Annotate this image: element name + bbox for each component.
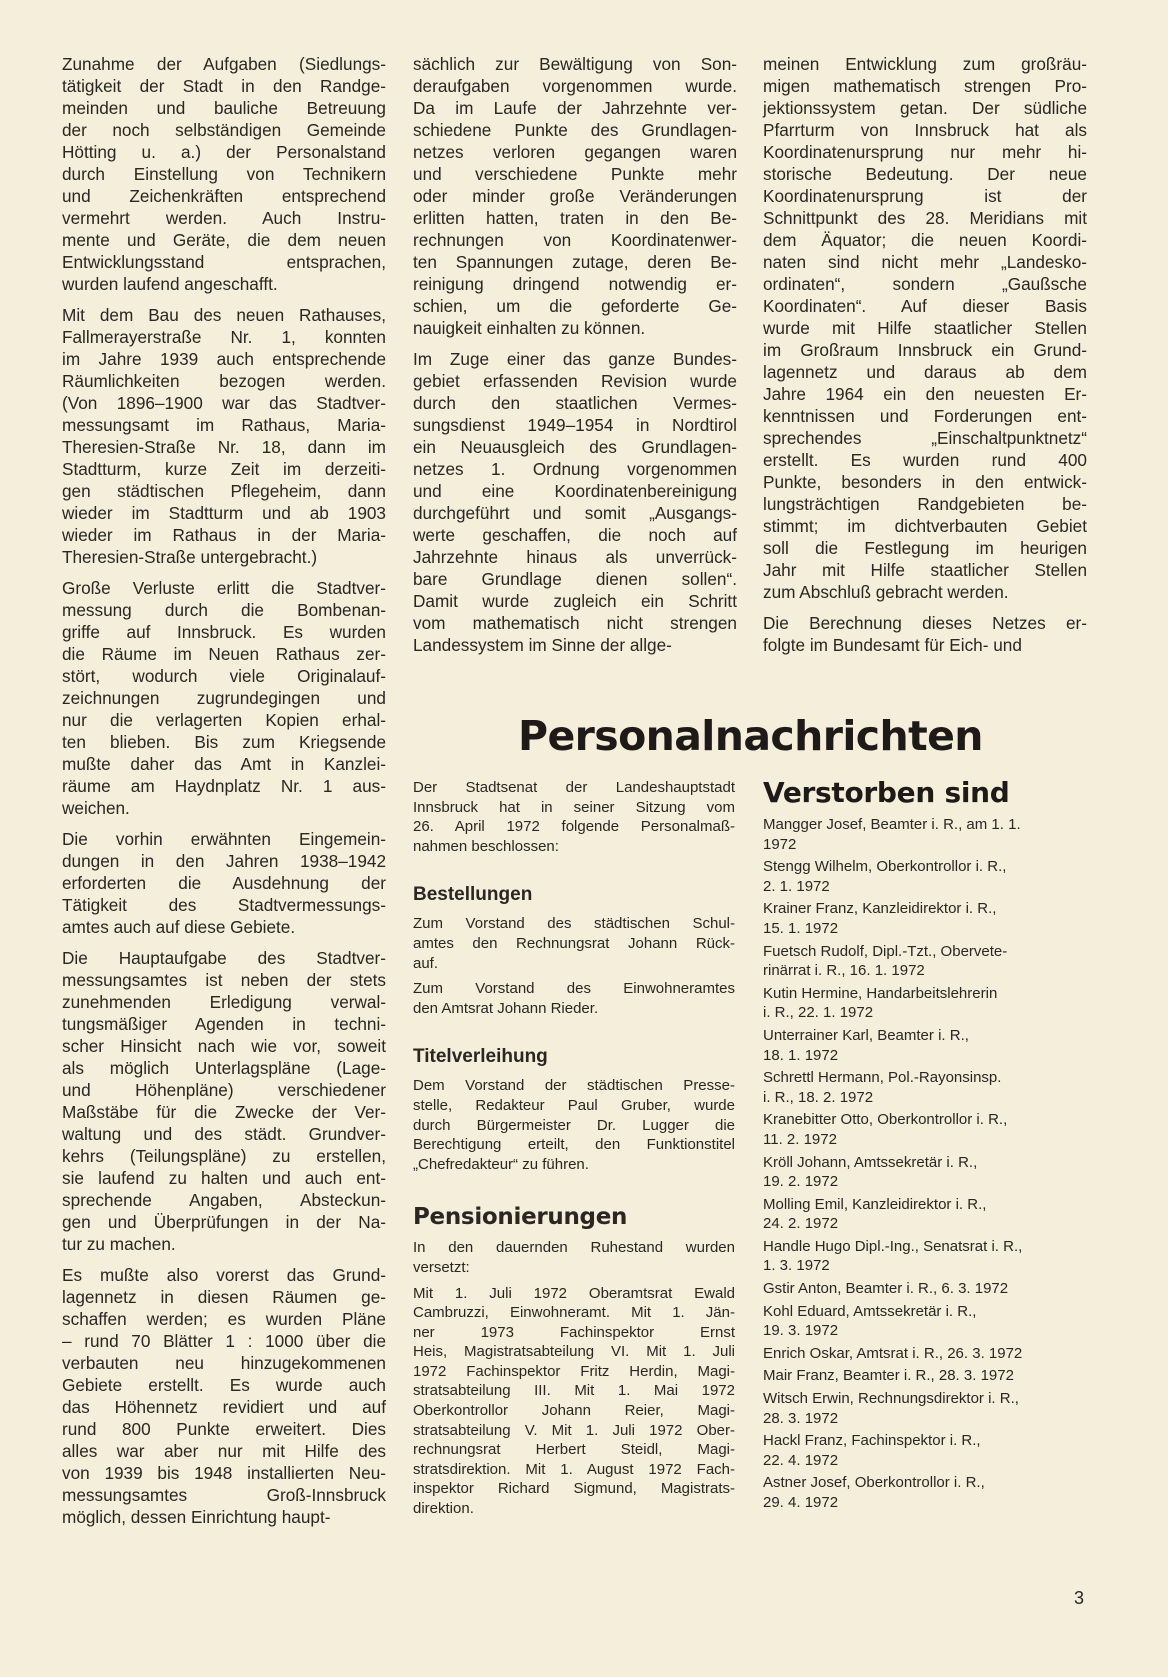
text-line: und verschiedene Punkte mehr	[413, 164, 737, 184]
text-line: schien, um die geforderte Ge-	[413, 296, 737, 316]
text-line: naten sind nicht mehr „Landesko-	[763, 252, 1087, 272]
text-line: 15. 1. 1972	[763, 919, 839, 937]
text-line: Cambruzzi, Einwohneramt. Mit 1. Jän-	[413, 1304, 735, 1322]
text-line: scher Hinsicht nach wie vor, soweit	[62, 1036, 386, 1056]
text-line: durch Einstellung von Technikern	[62, 164, 386, 184]
text-line: soll die Festlegung im heurigen	[763, 538, 1087, 558]
text-line: Räumlichkeiten bezogen werden.	[62, 371, 386, 391]
text-line: stratsabteilung V. Mit 1. Juli 1972 Ober-	[413, 1421, 735, 1439]
text-line: Gstir Anton, Beamter i. R., 6. 3. 1972	[763, 1280, 1009, 1298]
text-line: messungsamtes ist neben der stets	[62, 970, 386, 990]
text-line: kenntnissen und Forderungen ent-	[763, 406, 1087, 426]
list-item	[763, 1279, 1093, 1299]
text-line: jektionssystem getan. Der südliche	[763, 98, 1087, 118]
text-line: i. R., 18. 2. 1972	[763, 1088, 874, 1106]
text-line: dungen in den Jahren 1938–1942	[62, 851, 386, 871]
list-item	[763, 899, 1093, 938]
text-line: 22. 4. 1972	[763, 1451, 839, 1469]
text-line: ner 1973 Fachinspektor Ernst	[413, 1323, 735, 1341]
text-line: Entwicklungsstand entsprachen,	[62, 252, 386, 272]
text-line: tungsmäßiger Agenden in techni-	[62, 1014, 386, 1034]
paragraph	[763, 612, 1087, 656]
text-line: Zum Vorstand des städtischen Schul-	[413, 915, 735, 933]
text-line: und Höhenpläne) verschiedener	[62, 1080, 386, 1100]
list-item	[763, 857, 1093, 896]
text-line: In den dauernden Ruhestand wurden	[413, 1239, 735, 1257]
text-line: oder minder große Veränderungen	[413, 186, 737, 206]
text-line: Es mußte also vorerst das Grund-	[62, 1265, 386, 1285]
text-line: werte geschaffen, die noch auf	[413, 525, 737, 545]
text-line: als möglich Unterlagspläne (Lage-	[62, 1058, 386, 1078]
text-line: Berechtigung erteilt, den Funktionstitel	[413, 1136, 735, 1154]
text-line: nur die verlagerten Kopien erhal-	[62, 710, 386, 730]
heading-titelverleihung: Titelverleihung	[413, 1046, 548, 1068]
list-item	[763, 984, 1093, 1023]
list-item	[763, 1344, 1093, 1364]
text-line: 1. 3. 1972	[763, 1257, 830, 1275]
text-line: Theresien-Straße Nr. 18, dann im	[62, 437, 386, 457]
text-line: 18. 1. 1972	[763, 1046, 839, 1064]
text-line: gen städtischen Pflegeheim, dann	[62, 481, 386, 501]
text-line: 24. 2. 1972	[763, 1215, 839, 1233]
paragraph	[413, 979, 735, 1018]
text-line: meinden und bauliche Betreuung	[62, 98, 386, 118]
list-item	[763, 815, 1093, 854]
text-line: erforderten die Ausdehnung der	[62, 873, 386, 893]
text-line: Stadtturm, kurze Zeit im derzeiti-	[62, 459, 386, 479]
heading-bestellungen: Bestellungen	[413, 884, 533, 906]
text-line: dem Äquator; die neuen Koordi-	[763, 230, 1087, 250]
text-line: sie laufend zu halten und auch ent-	[62, 1168, 386, 1188]
text-line: wurden laufend angeschafft.	[62, 274, 278, 294]
paragraph	[62, 1264, 386, 1528]
text-line: 11. 2. 1972	[763, 1130, 837, 1148]
text-line: inspektor Richard Sigmund, Magistrats-	[413, 1480, 735, 1498]
text-line: migen mathematisch strengen Pro-	[763, 76, 1087, 96]
text-line: ten Spannungen zutage, deren Be-	[413, 252, 737, 272]
text-line: – rund 70 Blätter 1 : 1000 über die	[62, 1331, 386, 1351]
text-line: griffe auf Innsbruck. Es wurden	[62, 622, 386, 642]
text-line: Die Hauptaufgabe des Stadtver-	[62, 948, 386, 968]
text-line: wurde mit Hilfe staatlicher Stellen	[763, 318, 1087, 338]
text-line: zum Abschluß gebracht werden.	[763, 582, 1009, 602]
text-line: gen und Überprüfungen in der Na-	[62, 1212, 386, 1232]
text-line: Handle Hugo Dipl.-Ing., Senatsrat i. R.,	[763, 1237, 1023, 1255]
text-line: Kröll Johann, Amtssekretär i. R.,	[763, 1153, 978, 1171]
text-line: Im Zuge einer das ganze Bundes-	[413, 349, 737, 369]
text-line: stimmt; im dichtverbauten Gebiet	[763, 516, 1087, 536]
paragraph	[62, 53, 386, 295]
list-item	[763, 1110, 1093, 1149]
text-line: Theresien-Straße untergebracht.)	[62, 547, 318, 567]
text-line: i. R., 22. 1. 1972	[763, 1004, 874, 1022]
text-line: Schrettl Hermann, Pol.-Rayonsinsp.	[763, 1069, 1002, 1087]
text-line: tur zu machen.	[62, 1234, 176, 1254]
text-line: Tätigkeit des Stadtvermessungs-	[62, 895, 386, 915]
text-line: Jahre 1964 ein den neuesten Er-	[763, 384, 1087, 404]
text-line: ordinaten“, sondern „Gaußsche	[763, 274, 1087, 294]
text-line: zunehmenden Erledigung verwal-	[62, 992, 386, 1012]
paragraph	[413, 778, 735, 856]
text-line: durch den staatlichen Vermes-	[413, 393, 737, 413]
text-line: Hackl Franz, Fachinspektor i. R.,	[763, 1432, 981, 1450]
text-line: Mit dem Bau des neuen Rathauses,	[62, 305, 386, 325]
article-column-3	[763, 53, 1087, 665]
text-line: Heis, Magistratsabteilung VI. Mit 1. Juli	[413, 1343, 735, 1361]
text-line: 2. 1. 1972	[763, 877, 830, 895]
text-line: das Höhennetz revidiert und auf	[62, 1397, 386, 1417]
text-line: nahmen beschlossen:	[413, 837, 559, 855]
text-line: der noch selbständigen Gemeinde	[62, 120, 386, 140]
text-line: Kranebitter Otto, Oberkontrollor i. R.,	[763, 1111, 1008, 1129]
text-line: messung durch die Bombenan-	[62, 600, 386, 620]
text-line: Punkte, besonders in den entwick-	[763, 472, 1087, 492]
text-line: 19. 3. 1972	[763, 1322, 839, 1340]
text-line: reinigung dringend notwendig er-	[413, 274, 737, 294]
text-line: mente und Geräte, die dem neuen	[62, 230, 386, 250]
list-item	[763, 1068, 1093, 1107]
text-line: stratsdirektion. Mit 1. August 1972 Fach-	[413, 1460, 735, 1478]
text-line: Schnittpunkt des 28. Meridians mit	[763, 208, 1087, 228]
text-line: Enrich Oskar, Amtsrat i. R., 26. 3. 1972	[763, 1344, 1023, 1362]
text-line: erstellt. Es wurden rund 400	[763, 450, 1087, 470]
text-line: Koordinaten“. Auf dieser Basis	[763, 296, 1087, 316]
text-line: weichen.	[62, 798, 130, 818]
text-line: deraufgaben vorgenommen wurde.	[413, 76, 737, 96]
page-number: 3	[1074, 1588, 1085, 1608]
text-line: vom mathematisch nicht strengen	[413, 613, 737, 633]
text-line: lungsträchtigen Randgebieten be-	[763, 494, 1087, 514]
text-line: waltung und des städt. Grundver-	[62, 1124, 386, 1144]
text-line: Koordinatenursprung ist der	[763, 186, 1087, 206]
text-line: den Amtsrat Johann Rieder.	[413, 999, 599, 1017]
text-line: messungsamtes Groß-Innsbruck	[62, 1485, 386, 1505]
text-line: schiedene Punkte des Grundlagen-	[413, 120, 737, 140]
text-line: vermehrt werden. Auch Instru-	[62, 208, 386, 228]
text-line: stratsabteilung III. Mit 1. Mai 1972	[413, 1382, 735, 1400]
text-line: amtes auch auf diese Gebiete.	[62, 917, 296, 937]
list-item	[763, 1195, 1093, 1234]
text-line: stelle, Redakteur Paul Gruber, wurde	[413, 1096, 735, 1114]
text-line: folgte im Bundesamt für Eich- und	[763, 635, 1022, 655]
text-line: wieder im Rathaus in der Maria-	[62, 525, 386, 545]
text-line: 29. 4. 1972	[763, 1494, 839, 1511]
text-line: amtes den Rechnungsrat Johann Rück-	[413, 934, 735, 952]
list-item	[763, 1302, 1093, 1341]
article-column-1	[62, 53, 386, 1537]
text-line: Zum Vorstand des Einwohneramtes	[413, 980, 735, 998]
list-item	[763, 942, 1093, 981]
text-line: (Von 1896–1900 war das Stadtver-	[62, 393, 386, 413]
text-line: bare Grundlage dienen sollen“.	[413, 569, 737, 589]
text-line: im Großraum Innsbruck ein Grund-	[763, 340, 1087, 360]
text-line: möglich, dessen Einrichtung haupt-	[62, 1507, 331, 1527]
text-line: 1972 Fachinspektor Fritz Herdin, Magi-	[413, 1362, 735, 1380]
text-line: durch Bürgermeister Dr. Lugger die	[413, 1116, 735, 1134]
text-line: die Räume im Neuen Rathaus zer-	[62, 644, 386, 664]
paragraph	[62, 304, 386, 568]
text-line: Oberkontrollor Johann Reier, Magi-	[413, 1402, 735, 1420]
list-item	[763, 1431, 1093, 1470]
text-line: Krainer Franz, Kanzleidirektor i. R.,	[763, 900, 997, 918]
text-line: Koordinatenursprung nur mehr hi-	[763, 142, 1087, 162]
text-line: Molling Emil, Kanzleidirektor i. R.,	[763, 1195, 987, 1213]
text-line: Hötting u. a.) der Personalstand	[62, 142, 386, 162]
text-line: Da im Laufe der Jahrzehnte ver-	[413, 98, 737, 118]
text-line: Maßstäbe für die Zwecke der Ver-	[62, 1102, 386, 1122]
pensionierungen-text	[413, 1238, 735, 1518]
paragraph	[62, 828, 386, 938]
text-line: und eine Koordinatenbereinigung	[413, 481, 737, 501]
heading-pensionierungen: Pensionierungen	[413, 1204, 628, 1231]
text-line: durchgeführt und somit „Ausgangs-	[413, 503, 737, 523]
text-line: nauigkeit einhalten zu können.	[413, 318, 646, 338]
text-line: ein Neuausgleich des Grundlagen-	[413, 437, 737, 457]
text-line: Innsbruck hat in seiner Sitzung vom	[413, 798, 735, 816]
paragraph	[62, 947, 386, 1255]
text-line: gebiet erfassenden Revision wurde	[413, 371, 737, 391]
paragraph	[413, 914, 735, 973]
text-line: rinärrat i. R., 16. 1. 1972	[763, 962, 925, 980]
text-line: „Chefredakteur“ zu führen.	[413, 1155, 589, 1173]
text-line: Mit 1. Juli 1972 Oberamtsrat Ewald	[413, 1284, 735, 1302]
text-line: lagennetz und daraus ab dem	[763, 362, 1087, 382]
text-line: von 1939 bis 1948 installierten Neu-	[62, 1463, 386, 1483]
paragraph	[763, 53, 1087, 603]
text-line: Stengg Wilhelm, Oberkontrollor i. R.,	[763, 858, 1007, 876]
text-line: Der Stadtsenat der Landeshauptstadt	[413, 779, 735, 796]
text-line: 26. April 1972 folgende Personalmaß-	[413, 818, 735, 836]
list-item	[763, 1389, 1093, 1428]
personal-column	[413, 778, 735, 1525]
personal-intro	[413, 778, 735, 856]
verstorben-column	[763, 776, 1093, 1516]
text-line: Astner Josef, Oberkontrollor i. R.,	[763, 1474, 985, 1492]
text-line: Damit wurde zugleich ein Schritt	[413, 591, 737, 611]
text-line: Gebiete erstellt. Es wurde auch	[62, 1375, 386, 1395]
article-column-2	[413, 53, 737, 665]
paragraph	[413, 1076, 735, 1174]
list-item	[763, 1237, 1093, 1276]
text-line: zeichnungen zugrundegingen und	[62, 688, 386, 708]
paragraph	[413, 348, 737, 656]
text-line: Kutin Hermine, Handarbeitslehrerin	[763, 984, 998, 1002]
text-line: auf.	[413, 954, 439, 972]
text-line: sungsdienst 1949–1954 in Nordtirol	[413, 415, 737, 435]
text-line: Die vorhin erwähnten Eingemein-	[62, 829, 386, 849]
text-line: Jahrzehnte hinaus als unverrück-	[413, 547, 737, 567]
paragraph	[413, 1284, 735, 1519]
text-line: Pfarrturm von Innsbruck hat als	[763, 120, 1087, 140]
text-line: Witsch Erwin, Rechnungsdirektor i. R.,	[763, 1390, 1019, 1408]
text-line: netzes verloren gegangen waren	[413, 142, 737, 162]
text-line: und Zeichenkräften entsprechend	[62, 186, 386, 206]
text-line: Mair Franz, Beamter i. R., 28. 3. 1972	[763, 1367, 1014, 1385]
verstorben-list	[763, 815, 1093, 1513]
heading-verstorben: Verstorben sind	[763, 776, 1010, 809]
section-title: Personalnachrichten	[518, 712, 983, 760]
text-line: 28. 3. 1972	[763, 1409, 839, 1427]
list-item	[763, 1473, 1093, 1512]
text-line: alles war aber nur mit Hilfe des	[62, 1441, 386, 1461]
paragraph	[413, 1238, 735, 1277]
text-line: rund 800 Punkte erweitert. Dies	[62, 1419, 386, 1439]
text-line: im Jahre 1939 auch entsprechende	[62, 349, 386, 369]
paragraph	[413, 53, 737, 339]
text-line: 1972	[763, 835, 797, 853]
text-line: erlitten hatten, traten in den Be-	[413, 208, 737, 228]
text-line: rechnungen von Koordinatenwer-	[413, 230, 737, 250]
text-line: mußte daher das Amt in Kanzlei-	[62, 754, 386, 774]
list-item	[763, 1366, 1093, 1386]
text-line: wieder im Stadtturm und ab 1903	[62, 503, 386, 523]
text-line: netzes 1. Ordnung vorgenommen	[413, 459, 737, 479]
text-line: rechnungsrat Herbert Steidl, Magi-	[413, 1441, 735, 1459]
text-line: Zunahme der Aufgaben (Siedlungs-	[62, 54, 386, 74]
text-line: lagennetz in diesen Räumen ge-	[62, 1287, 386, 1307]
paragraph	[62, 577, 386, 819]
text-line: meinen Entwicklung zum großräu-	[763, 54, 1087, 74]
text-line: Fuetsch Rudolf, Dipl.-Tzt., Obervete-	[763, 942, 1008, 960]
text-line: Die Berechnung dieses Netzes er-	[763, 613, 1087, 633]
text-line: ten blieben. Bis zum Kriegsende	[62, 732, 386, 752]
text-line: sprechendes „Einschaltpunktnetz“	[763, 428, 1087, 448]
text-line: verbauten neu hinzugekommenen	[62, 1353, 386, 1373]
text-line: 19. 2. 1972	[763, 1173, 839, 1191]
text-line: Große Verluste erlitt die Stadtver-	[62, 578, 386, 598]
text-line: Fallmerayerstraße Nr. 1, konnten	[62, 327, 386, 347]
text-line: räume am Haydnplatz Nr. 1 aus-	[62, 776, 386, 796]
text-line: Mangger Josef, Beamter i. R., am 1. 1.	[763, 816, 1021, 833]
text-line: kehrs (Teilungspläne) zu erstellen,	[62, 1146, 386, 1166]
text-line: stört, wodurch viele Originalauf-	[62, 666, 386, 686]
text-line: schaffen werden; es wurden Pläne	[62, 1309, 386, 1329]
text-line: Jahr mit Hilfe staatlicher Stellen	[763, 560, 1087, 580]
text-line: tätigkeit der Stadt in den Randge-	[62, 76, 386, 96]
text-line: messungsamt im Rathaus, Maria-	[62, 415, 386, 435]
text-line: Landessystem im Sinne der allge-	[413, 635, 672, 655]
text-line: sprechende Angaben, Absteckun-	[62, 1190, 386, 1210]
text-line: direktion.	[413, 1500, 474, 1518]
text-line: Unterrainer Karl, Beamter i. R.,	[763, 1026, 969, 1044]
list-item	[763, 1026, 1093, 1065]
bestellungen-text	[413, 914, 735, 1018]
text-line: Kohl Eduard, Amtssekretär i. R.,	[763, 1302, 977, 1320]
text-line: versetzt:	[413, 1258, 470, 1276]
text-line: storische Bedeutung. Der neue	[763, 164, 1087, 184]
text-line: Dem Vorstand der städtischen Presse-	[413, 1077, 735, 1095]
list-item	[763, 1153, 1093, 1192]
text-line: sächlich zur Bewältigung von Son-	[413, 54, 737, 74]
titelverleihung-text	[413, 1076, 735, 1174]
